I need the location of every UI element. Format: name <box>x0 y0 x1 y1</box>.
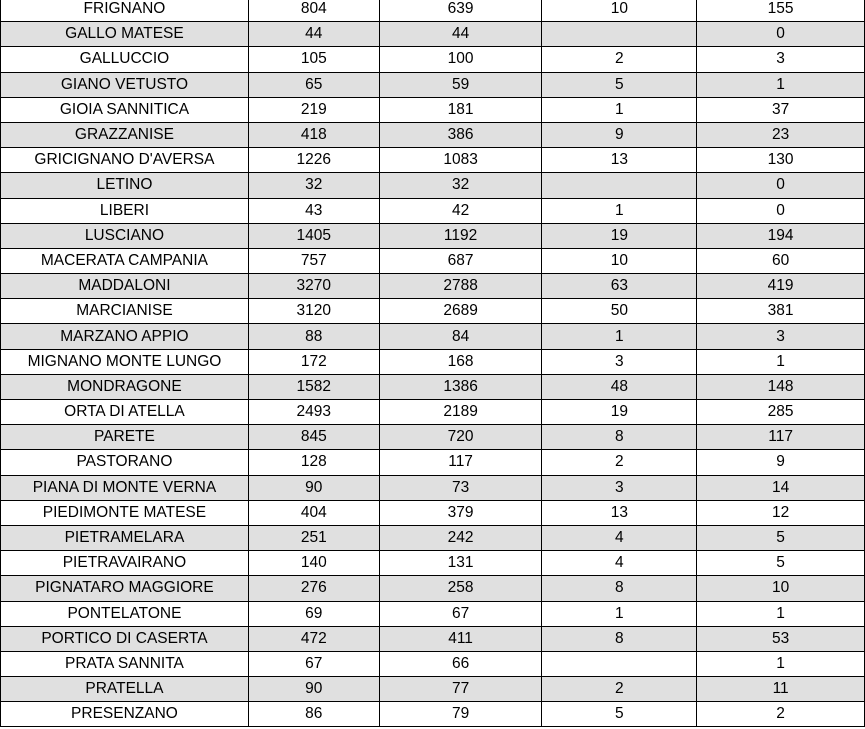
municipality-cell: PIETRAMELARA <box>1 525 249 550</box>
value-cell-col2: 1582 <box>248 374 379 399</box>
value-cell-col3: 258 <box>379 576 542 601</box>
table-row <box>1 223 865 248</box>
value-cell-col2: 276 <box>248 576 379 601</box>
value-cell-col3: 67 <box>379 601 542 626</box>
table-row <box>1 349 865 374</box>
value-cell-col3: 242 <box>379 525 542 550</box>
table-row <box>1 400 865 425</box>
value-cell-col4: 1 <box>542 601 697 626</box>
municipality-cell: MARCIANISE <box>1 299 249 324</box>
value-cell-col4: 19 <box>542 400 697 425</box>
table-row <box>1 198 865 223</box>
value-cell-col3: 2689 <box>379 299 542 324</box>
table-row <box>1 626 865 651</box>
municipality-cell: PIEDIMONTE MATESE <box>1 500 249 525</box>
value-cell-col3: 181 <box>379 97 542 122</box>
value-cell-col5: 1 <box>697 72 865 97</box>
value-cell-col3: 1386 <box>379 374 542 399</box>
municipality-cell: GIANO VETUSTO <box>1 72 249 97</box>
value-cell-col4: 4 <box>542 525 697 550</box>
value-cell-col2: 67 <box>248 651 379 676</box>
table-row <box>1 0 865 22</box>
value-cell-col5: 1 <box>697 601 865 626</box>
value-cell-col3: 73 <box>379 475 542 500</box>
value-cell-col3: 411 <box>379 626 542 651</box>
value-cell-col2: 65 <box>248 72 379 97</box>
value-cell-col2: 3120 <box>248 299 379 324</box>
value-cell-col3: 77 <box>379 677 542 702</box>
value-cell-col5: 285 <box>697 400 865 425</box>
value-cell-col2: 251 <box>248 525 379 550</box>
value-cell-col4: 5 <box>542 702 697 727</box>
value-cell-col5: 0 <box>697 198 865 223</box>
value-cell-col5: 9 <box>697 450 865 475</box>
value-cell-col2: 172 <box>248 349 379 374</box>
municipality-cell: MARZANO APPIO <box>1 324 249 349</box>
table-row <box>1 475 865 500</box>
value-cell-col3: 639 <box>379 0 542 22</box>
value-cell-col3: 168 <box>379 349 542 374</box>
municipality-cell: PIANA DI MONTE VERNA <box>1 475 249 500</box>
value-cell-col3: 44 <box>379 22 542 47</box>
value-cell-col2: 418 <box>248 122 379 147</box>
value-cell-col4 <box>542 173 697 198</box>
value-cell-col4: 9 <box>542 122 697 147</box>
value-cell-col4: 3 <box>542 475 697 500</box>
value-cell-col4: 10 <box>542 0 697 22</box>
value-cell-col5: 1 <box>697 349 865 374</box>
municipality-cell: PRATELLA <box>1 677 249 702</box>
value-cell-col4: 8 <box>542 576 697 601</box>
value-cell-col5: 3 <box>697 324 865 349</box>
value-cell-col3: 720 <box>379 425 542 450</box>
value-cell-col4: 13 <box>542 148 697 173</box>
value-cell-col3: 117 <box>379 450 542 475</box>
value-cell-col5: 117 <box>697 425 865 450</box>
value-cell-col5: 155 <box>697 0 865 22</box>
value-cell-col2: 472 <box>248 626 379 651</box>
table-row <box>1 576 865 601</box>
table-row <box>1 22 865 47</box>
table-row <box>1 324 865 349</box>
table-row <box>1 651 865 676</box>
value-cell-col4: 2 <box>542 47 697 72</box>
value-cell-col5: 0 <box>697 173 865 198</box>
value-cell-col2: 69 <box>248 601 379 626</box>
value-cell-col5: 5 <box>697 525 865 550</box>
value-cell-col2: 90 <box>248 475 379 500</box>
municipality-cell: MIGNANO MONTE LUNGO <box>1 349 249 374</box>
value-cell-col2: 1405 <box>248 223 379 248</box>
value-cell-col4: 1 <box>542 324 697 349</box>
value-cell-col4 <box>542 22 697 47</box>
table-row <box>1 173 865 198</box>
value-cell-col3: 131 <box>379 551 542 576</box>
value-cell-col5: 381 <box>697 299 865 324</box>
value-cell-col3: 100 <box>379 47 542 72</box>
value-cell-col5: 419 <box>697 274 865 299</box>
table-row <box>1 299 865 324</box>
table-row <box>1 248 865 273</box>
value-cell-col3: 42 <box>379 198 542 223</box>
value-cell-col2: 88 <box>248 324 379 349</box>
value-cell-col5: 3 <box>697 47 865 72</box>
value-cell-col5: 2 <box>697 702 865 727</box>
value-cell-col3: 32 <box>379 173 542 198</box>
value-cell-col5: 5 <box>697 551 865 576</box>
value-cell-col4: 19 <box>542 223 697 248</box>
value-cell-col2: 86 <box>248 702 379 727</box>
value-cell-col2: 804 <box>248 0 379 22</box>
value-cell-col3: 2189 <box>379 400 542 425</box>
municipality-cell: FRIGNANO <box>1 0 249 22</box>
municipality-cell: PIETRAVAIRANO <box>1 551 249 576</box>
table-row <box>1 500 865 525</box>
value-cell-col2: 43 <box>248 198 379 223</box>
table-row <box>1 274 865 299</box>
value-cell-col2: 128 <box>248 450 379 475</box>
value-cell-col5: 148 <box>697 374 865 399</box>
value-cell-col4: 1 <box>542 97 697 122</box>
value-cell-col2: 32 <box>248 173 379 198</box>
municipality-cell: PASTORANO <box>1 450 249 475</box>
municipality-cell: PRESENZANO <box>1 702 249 727</box>
value-cell-col3: 66 <box>379 651 542 676</box>
municipality-cell: LETINO <box>1 173 249 198</box>
value-cell-col5: 0 <box>697 22 865 47</box>
value-cell-col5: 60 <box>697 248 865 273</box>
value-cell-col2: 845 <box>248 425 379 450</box>
value-cell-col2: 404 <box>248 500 379 525</box>
value-cell-col5: 194 <box>697 223 865 248</box>
value-cell-col4: 5 <box>542 72 697 97</box>
value-cell-col2: 44 <box>248 22 379 47</box>
value-cell-col4: 48 <box>542 374 697 399</box>
table-row <box>1 148 865 173</box>
value-cell-col4: 2 <box>542 450 697 475</box>
value-cell-col3: 1083 <box>379 148 542 173</box>
value-cell-col2: 1226 <box>248 148 379 173</box>
value-cell-col4: 8 <box>542 626 697 651</box>
value-cell-col4: 2 <box>542 677 697 702</box>
table-row <box>1 677 865 702</box>
value-cell-col5: 1 <box>697 651 865 676</box>
value-cell-col5: 53 <box>697 626 865 651</box>
municipality-cell: ORTA DI ATELLA <box>1 400 249 425</box>
table-row <box>1 47 865 72</box>
table-row <box>1 702 865 727</box>
municipality-cell: GIOIA SANNITICA <box>1 97 249 122</box>
value-cell-col4: 3 <box>542 349 697 374</box>
value-cell-col3: 59 <box>379 72 542 97</box>
value-cell-col2: 219 <box>248 97 379 122</box>
municipality-cell: PORTICO DI CASERTA <box>1 626 249 651</box>
value-cell-col5: 12 <box>697 500 865 525</box>
table-row <box>1 601 865 626</box>
value-cell-col3: 79 <box>379 702 542 727</box>
table-row <box>1 551 865 576</box>
value-cell-col4: 50 <box>542 299 697 324</box>
value-cell-col4: 8 <box>542 425 697 450</box>
value-cell-col5: 11 <box>697 677 865 702</box>
municipality-cell: MONDRAGONE <box>1 374 249 399</box>
value-cell-col2: 90 <box>248 677 379 702</box>
value-cell-col3: 386 <box>379 122 542 147</box>
table-row <box>1 525 865 550</box>
municipality-cell: GRAZZANISE <box>1 122 249 147</box>
municipality-cell: GRICIGNANO D'AVERSA <box>1 148 249 173</box>
table-row <box>1 450 865 475</box>
value-cell-col5: 23 <box>697 122 865 147</box>
value-cell-col3: 1192 <box>379 223 542 248</box>
municipality-cell: PARETE <box>1 425 249 450</box>
value-cell-col2: 757 <box>248 248 379 273</box>
value-cell-col5: 130 <box>697 148 865 173</box>
value-cell-col2: 140 <box>248 551 379 576</box>
value-cell-col3: 687 <box>379 248 542 273</box>
value-cell-col3: 379 <box>379 500 542 525</box>
value-cell-col3: 84 <box>379 324 542 349</box>
municipality-cell: MACERATA CAMPANIA <box>1 248 249 273</box>
municipality-cell: PIGNATARO MAGGIORE <box>1 576 249 601</box>
value-cell-col2: 105 <box>248 47 379 72</box>
table-row <box>1 72 865 97</box>
value-cell-col4: 4 <box>542 551 697 576</box>
municipality-cell: LUSCIANO <box>1 223 249 248</box>
value-cell-col2: 2493 <box>248 400 379 425</box>
table-row <box>1 425 865 450</box>
table-row <box>1 97 865 122</box>
value-cell-col3: 2788 <box>379 274 542 299</box>
municipality-cell: GALLUCCIO <box>1 47 249 72</box>
value-cell-col4: 63 <box>542 274 697 299</box>
value-cell-col2: 3270 <box>248 274 379 299</box>
value-cell-col5: 14 <box>697 475 865 500</box>
value-cell-col4: 13 <box>542 500 697 525</box>
value-cell-col4 <box>542 651 697 676</box>
municipality-cell: PONTELATONE <box>1 601 249 626</box>
table-row <box>1 374 865 399</box>
municipality-cell: PRATA SANNITA <box>1 651 249 676</box>
table-body <box>1 0 865 727</box>
table-row <box>1 122 865 147</box>
value-cell-col5: 37 <box>697 97 865 122</box>
value-cell-col5: 10 <box>697 576 865 601</box>
value-cell-col4: 1 <box>542 198 697 223</box>
municipality-cell: MADDALONI <box>1 274 249 299</box>
value-cell-col4: 10 <box>542 248 697 273</box>
municipality-cell: GALLO MATESE <box>1 22 249 47</box>
municipality-cell: LIBERI <box>1 198 249 223</box>
